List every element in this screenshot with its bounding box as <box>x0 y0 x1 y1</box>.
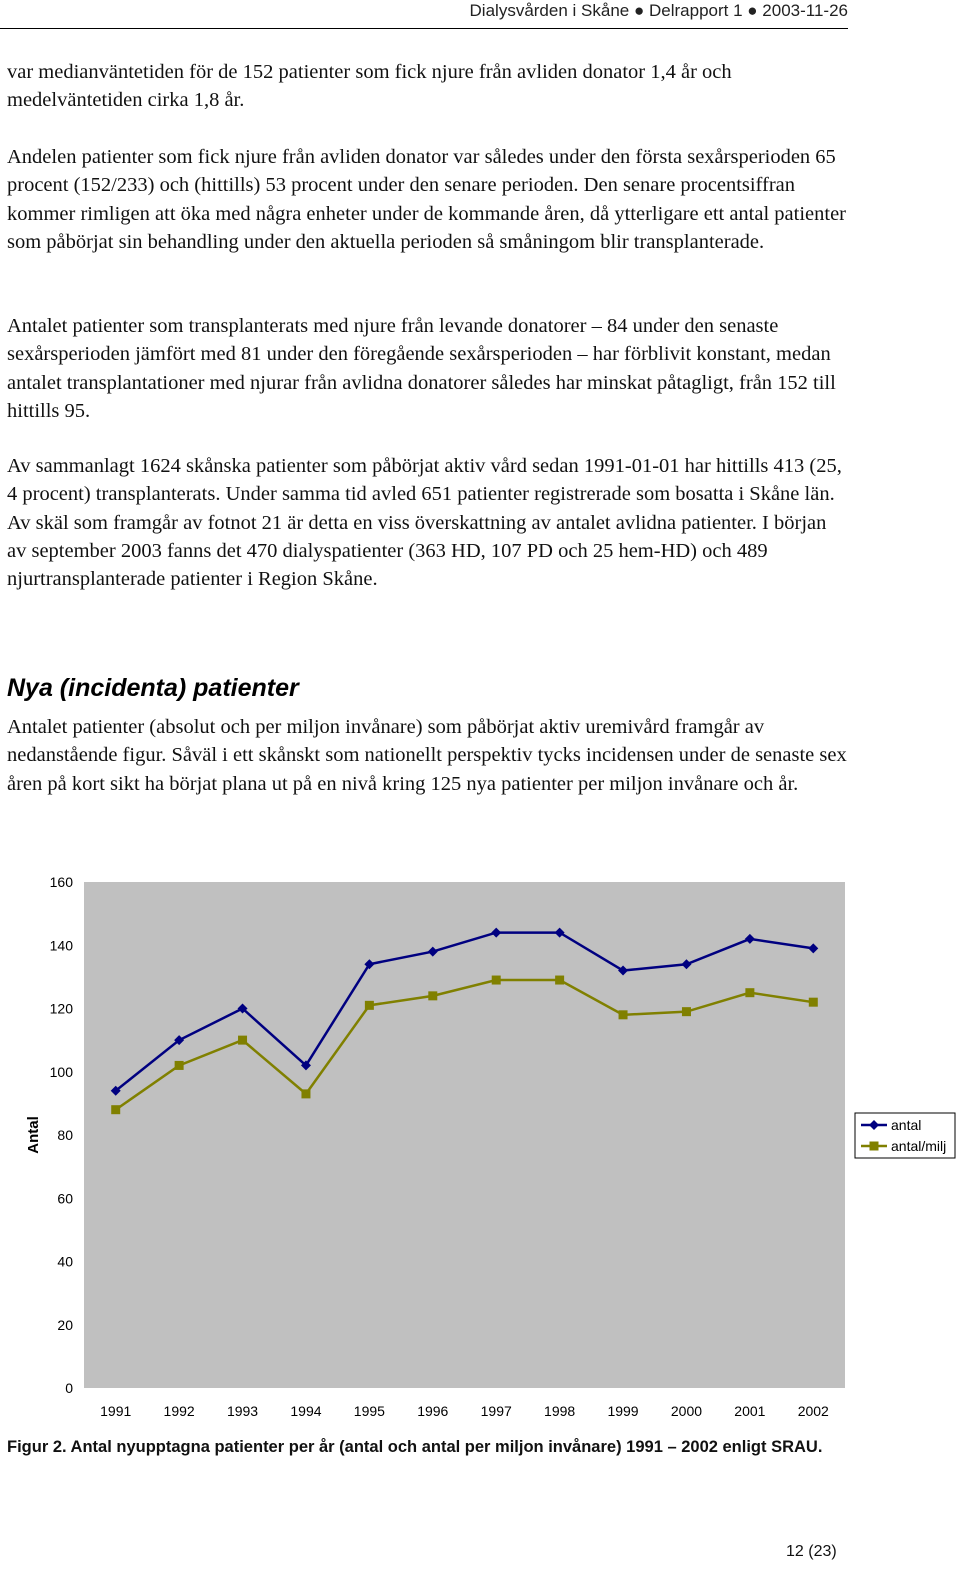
y-tick-label: 80 <box>57 1127 73 1143</box>
paragraph: Antalet patienter som transplanterats med njure från levande donatorer – 84 under den senaste sexårsperioden jämfört med 81 under den föregående sexårsperioden – har förblivit konstant, medan antalet transplantationer med njurar från avlidna donatorer således har minskat påtagligt, från 152 till hittills 95. <box>7 315 836 422</box>
plot-area <box>84 882 845 1388</box>
x-tick-label: 1996 <box>417 1403 449 1419</box>
x-tick-label: 1991 <box>100 1403 132 1419</box>
y-tick-label: 40 <box>57 1253 73 1270</box>
y-axis-title: Antal <box>25 1116 42 1154</box>
data-point <box>745 988 754 997</box>
data-point <box>175 1061 184 1070</box>
figure-caption: Figur 2. Antal nyupptagna patienter per år (antal och antal per miljon invånare) 1991 – 2002 enligt SRAU. <box>7 1438 823 1456</box>
data-point <box>682 1007 691 1016</box>
data-point <box>365 1001 374 1010</box>
y-tick-label: 100 <box>49 1063 73 1080</box>
legend-label: antal/milj <box>891 1138 947 1154</box>
page-number: 12 (23) <box>786 1543 837 1560</box>
header-date: 2003-11-26 <box>762 1 848 20</box>
x-tick-label: 2002 <box>797 1403 829 1419</box>
paragraph: Av sammanlagt 1624 skånska patienter som påbörjat aktiv vård sedan 1991-01-01 har hittills 413 (25, 4 procent) transplanterats. Under samma tid avled 651 patienter registrerade som bosatta i Skåne län. Av skäl som framgår av fotnot 21 är detta en viss överskattning av antalet avlidna patienter. I början av september 2003 fanns det 470 dialyspatienter (363 HD, 107 PD och 25 hem-HD) och 489 njurtransplanterade patienter i Region Skåne. <box>7 455 842 591</box>
paragraph: Andelen patienter som fick njure från avliden donator var således under den första sexårsperioden 65 procent (152/233) och (hittills) 53 procent under den senare perioden. Den senare procentsiffran kommer rimligen att öka med några enheter under de kommande åren, då ytterligare ett antal patienter som påbörjat sin behandling under den aktuella perioden så småningom blir transplanterade. <box>7 146 847 253</box>
header-bullet: ● <box>633 1 645 20</box>
data-point <box>619 1010 628 1019</box>
data-point <box>428 991 437 1000</box>
section-heading: Nya (incidenta) patienter <box>7 674 299 702</box>
data-point <box>555 976 564 985</box>
data-point <box>238 1036 247 1045</box>
header-report: Delrapport 1 <box>648 1 743 20</box>
y-tick-label: 120 <box>49 1000 73 1017</box>
y-tick-label: 20 <box>57 1316 73 1333</box>
paragraph: Antalet patienter (absolut och per miljon invånare) som påbörjat aktiv uremivård framgår av nedanstående figur. Såväl i ett skånskt som nationellt perspektiv tycks incidensen under de senaste sex åren på kort sikt ha börjat plana ut på en nivå kring 125 nya patienter per miljon invånare och år. <box>7 716 847 795</box>
y-tick-label: 60 <box>57 1190 73 1207</box>
y-tick-label: 140 <box>49 937 73 954</box>
x-tick-label: 1995 <box>353 1403 385 1419</box>
header-title: Dialysvården i Skåne <box>469 1 630 20</box>
x-tick-label: 1993 <box>226 1403 259 1419</box>
header-bullet: ● <box>747 1 758 20</box>
x-tick-label: 2001 <box>734 1403 766 1419</box>
page-header <box>0 0 848 29</box>
y-tick-label: 0 <box>65 1380 73 1396</box>
data-point <box>301 1089 310 1098</box>
paragraph: var medianväntetiden för de 152 patienter som fick njure från avliden donator 1,4 år och medelväntetiden cirka 1,8 år. <box>7 61 732 112</box>
x-tick-label: 2000 <box>670 1403 703 1419</box>
legend-marker <box>870 1142 879 1151</box>
x-tick-label: 1994 <box>290 1403 322 1419</box>
line-chart <box>0 860 960 1435</box>
x-tick-label: 1992 <box>163 1403 195 1419</box>
data-point <box>111 1105 120 1114</box>
data-point <box>809 998 818 1007</box>
x-tick-label: 1999 <box>607 1403 639 1419</box>
data-point <box>492 976 501 985</box>
x-tick-label: 1998 <box>544 1403 576 1419</box>
y-tick-label: 160 <box>49 874 73 890</box>
x-tick-label: 1997 <box>480 1403 512 1419</box>
legend-label: antal <box>891 1117 922 1133</box>
